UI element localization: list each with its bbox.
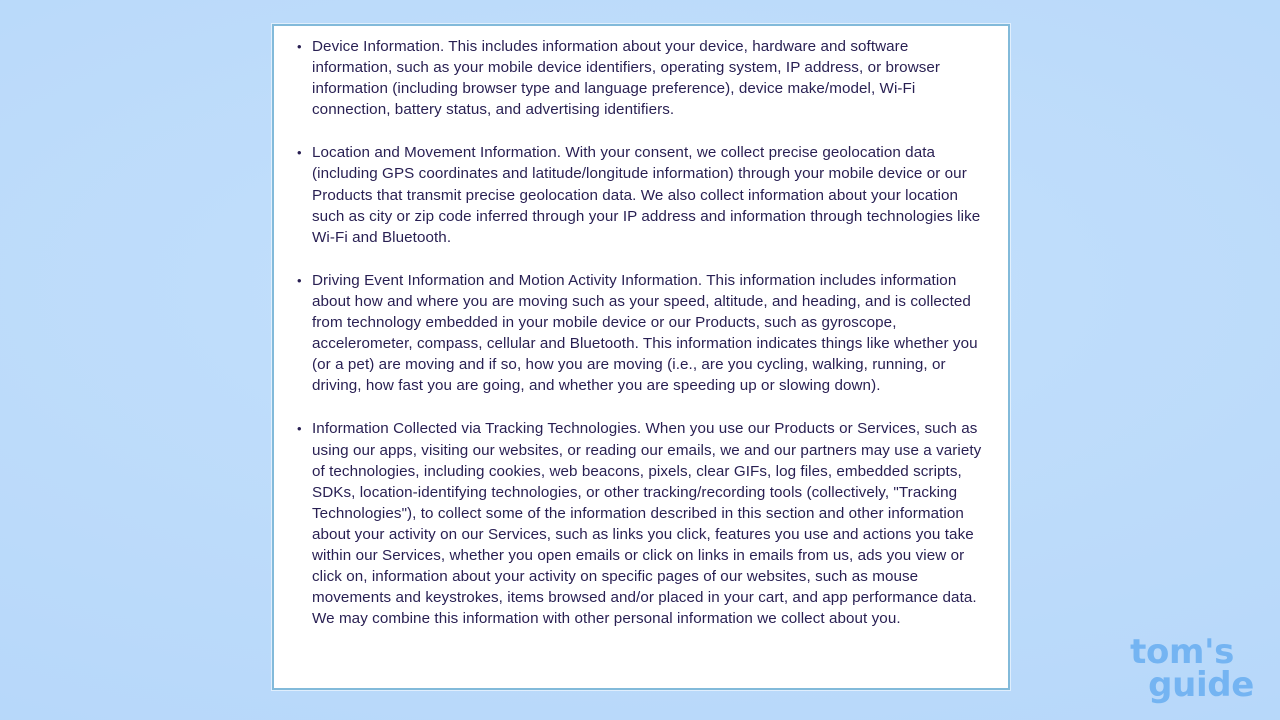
list-item-text: Driving Event Information and Motion Activity Information. This information includes information about how and where you are moving such as your speed, altitude, and heading, and is collected from technology embedded in your mobile device or our Products, such as gyroscope, accelerometer, compass, cellular and Bluetooth. This information indicates things like whether you (or a pet) are moving and if so, how you are moving (i.e., are you cycling, walking, running, or driving, how fast you are going, and whether you are speeding up or slowing down). bbox=[312, 271, 978, 395]
toms-guide-logo bbox=[1130, 632, 1254, 705]
logo-line-two: guide bbox=[1148, 665, 1254, 705]
bullet-point-icon: • bbox=[297, 39, 302, 54]
list-item-text: Location and Movement Information. With your consent, we collect precise geolocation data (including GPS coordinates and latitude/longitude information) through your mobile device or our Products that transmit precise geolocation data. We also collect information about your location such as city or zip code inferred through your IP address and information through technologies like Wi-Fi and Bluetooth. bbox=[312, 144, 981, 246]
bullet-point-icon: • bbox=[297, 421, 302, 437]
list-item-text: Device Information. This includes information about your device, hardware and software information, such as your mobile device identifiers, operating system, IP address, or browser information (including browser type and language preference), device make/model, Wi-Fi connection, battery status, and advertising identifiers. bbox=[312, 38, 941, 119]
list-item bbox=[294, 418, 982, 629]
bullet-point-icon: • bbox=[297, 145, 302, 161]
document-body bbox=[274, 26, 1008, 629]
logo-line-one: tom's bbox=[1130, 632, 1235, 672]
list-item bbox=[294, 270, 982, 397]
list-item bbox=[294, 142, 982, 247]
bullet-point-icon: • bbox=[297, 272, 302, 288]
privacy-policy-document bbox=[272, 24, 1010, 690]
privacy-bullet-list bbox=[294, 36, 982, 629]
list-item-text: Information Collected via Tracking Technologies. When you use our Products or Services, such as using our apps, visiting our websites, or reading our emails, we and our partners may use a variety of technologies, including cookies, web beacons, pixels, clear GIFs, log files, embedded scripts, SDKs, location-identifying technologies, or other tracking/recording tools (collectively, "Tracking Technologies"), to collect some of the information described in this section and other information about your activity on our Services, such as links you click, features you use and actions you take within our Services, whether you open emails or click on links in emails from us, ads you view or click on, information about your activity on specific pages of our websites, such as mouse movements and keystrokes, items browsed and/or placed in your cart, and app performance data. We may combine this information with other personal information we collect about you. bbox=[312, 420, 982, 628]
list-item bbox=[294, 36, 982, 120]
